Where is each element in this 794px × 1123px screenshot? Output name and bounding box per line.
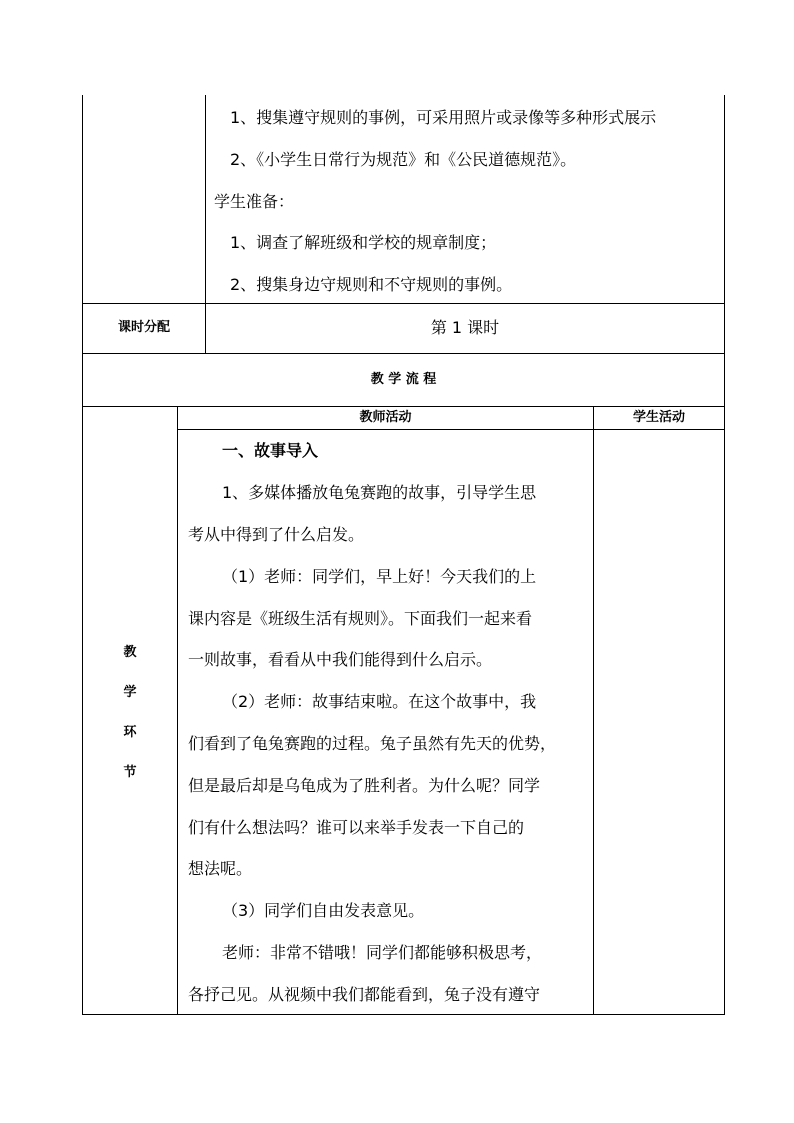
student-prep-heading: 学生准备： bbox=[214, 192, 295, 211]
column-divider bbox=[593, 406, 594, 1014]
schedule-value: 第 1 课时 bbox=[430, 318, 500, 337]
activity-line: （3）同学们自由发表意见。 bbox=[222, 901, 425, 920]
activity-line: 们看到了龟兔赛跑的过程。兔子虽然有先天的优势， bbox=[188, 734, 557, 753]
activity-line: （1）老师：同学们，早上好！今天我们的上 bbox=[222, 567, 537, 586]
table-border-left bbox=[82, 95, 83, 1015]
row-divider bbox=[82, 303, 725, 304]
column-divider bbox=[205, 95, 206, 353]
activity-line: （2）老师：故事结束啦。在这个故事中，我 bbox=[222, 692, 537, 711]
teacher-activity-header: 教师活动 bbox=[359, 410, 412, 425]
activity-line: 各抒己见。从视频中我们都能看到，兔子没有遵守 bbox=[188, 985, 541, 1004]
activity-line: 想法呢。 bbox=[188, 859, 253, 878]
student-prep-item: 1、调查了解班级和学校的规章制度； bbox=[230, 233, 497, 252]
activity-line: 1、多媒体播放龟兔赛跑的故事，引导学生思 bbox=[222, 483, 537, 502]
activity-line: 老师：非常不错哦！同学们都能够积极思考， bbox=[222, 943, 543, 962]
stage-label-char: 环 bbox=[123, 725, 137, 740]
section-title: 一、故事导入 bbox=[222, 441, 319, 460]
activity-line: 但是最后却是乌龟成为了胜利者。为什么呢？同学 bbox=[188, 776, 541, 795]
teacher-prep-item: 1、搜集遵守规则的事例，可采用照片或录像等多种形式展示 bbox=[230, 108, 657, 127]
activity-line: 课内容是《班级生活有规则》。下面我们一起来看 bbox=[188, 609, 533, 628]
student-activity-header: 学生活动 bbox=[632, 410, 685, 425]
activity-line: 考从中得到了什么启发。 bbox=[188, 525, 365, 544]
table-border-bottom bbox=[82, 1014, 725, 1015]
stage-label-char: 学 bbox=[123, 685, 137, 700]
column-divider bbox=[177, 406, 178, 1014]
flow-title: 教 学 流 程 bbox=[370, 372, 437, 387]
student-prep-item: 2、搜集身边守规则和不守规则的事例。 bbox=[230, 275, 513, 294]
activity-line: 们有什么想法吗？谁可以来举手发表一下自己的 bbox=[188, 818, 525, 837]
schedule-label: 课时分配 bbox=[117, 320, 170, 335]
row-divider bbox=[82, 353, 725, 354]
stage-label-char: 节 bbox=[123, 765, 137, 780]
teacher-prep-item: 2、《小学生日常行为规范》和《公民道德规范》。 bbox=[230, 150, 577, 169]
activity-line: 一则故事，看看从中我们能得到什么启示。 bbox=[188, 650, 493, 669]
stage-label-char: 教 bbox=[123, 645, 137, 660]
row-divider bbox=[82, 406, 725, 407]
row-divider bbox=[177, 429, 725, 430]
table-border-right bbox=[724, 95, 725, 1015]
